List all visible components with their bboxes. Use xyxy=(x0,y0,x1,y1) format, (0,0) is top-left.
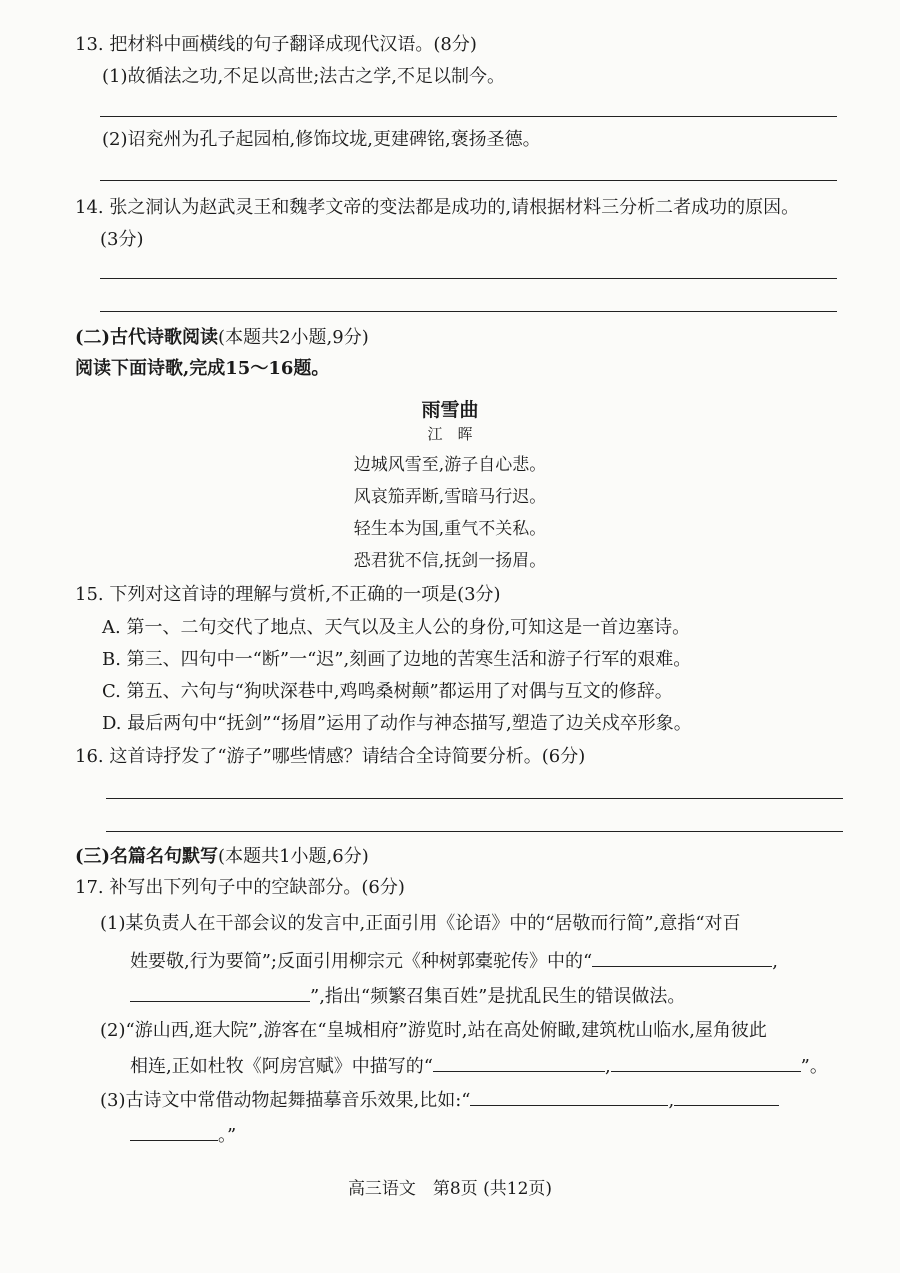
closing-quote: 。” xyxy=(218,1125,237,1146)
q17-part3-line2 xyxy=(130,1124,236,1147)
section3-note: (本题共1小题,6分) xyxy=(218,846,369,867)
answer-line[interactable] xyxy=(106,831,843,832)
poem-line: 风哀笳弄断,雪暗马行迟。 xyxy=(353,487,547,507)
fill-blank[interactable] xyxy=(130,985,310,1002)
q13-sentence-1: (1)故循法之功,不足以高世;法古之学,不足以制今。 xyxy=(102,66,506,87)
comma: , xyxy=(604,1056,611,1077)
section3-heading xyxy=(75,846,369,868)
fill-blank[interactable] xyxy=(470,1089,668,1106)
section3-title: (三)名篇名句默写 xyxy=(75,846,219,867)
poem-title: 雨雪曲 xyxy=(421,399,479,421)
comma: , xyxy=(772,951,778,972)
q15-option-c[interactable]: C. 第五、六句与“狗吠深巷中,鸡鸣桑树颠”都运用了对偶与互文的修辞。 xyxy=(102,681,673,702)
fill-blank[interactable] xyxy=(130,1124,218,1141)
fill-blank[interactable] xyxy=(611,1055,801,1072)
poem-line: 轻生本为国,重气不关私。 xyxy=(353,519,547,539)
q16-stem: 16. 这首诗抒发了“游子”哪些情感？请结合全诗简要分析。(6分) xyxy=(75,746,586,767)
q17-part2-text: 相连,正如杜牧《阿房宫赋》中描写的“ xyxy=(130,1056,433,1077)
q17-part1-line2 xyxy=(130,950,778,973)
q15-option-b[interactable]: B. 第三、四句中一“断”一“迟”,刻画了边地的苦寒生活和游子行军的艰难。 xyxy=(102,649,692,670)
answer-line[interactable] xyxy=(100,311,837,312)
closing-quote: ”。 xyxy=(800,1056,828,1077)
page-footer: 高三语文 第8页 (共12页) xyxy=(347,1179,553,1199)
section2-heading xyxy=(75,327,369,349)
answer-line[interactable] xyxy=(100,116,837,117)
q17-part3-line1 xyxy=(100,1089,779,1112)
q17-part1-text: ”,指出“频繁召集百姓”是扰乱民生的错误做法。 xyxy=(310,986,686,1007)
q17-part2-line2 xyxy=(130,1055,828,1078)
q15-option-a[interactable]: A. 第一、二句交代了地点、天气以及主人公的身份,可知这是一首边塞诗。 xyxy=(102,617,691,638)
q17-part1-line1: (1)某负责人在干部会议的发言中,正面引用《论语》中的“居敬而行简”,意指“对百 xyxy=(100,913,741,934)
section2-note: (本题共2小题,9分) xyxy=(218,327,369,348)
q17-part1-text: 姓要敬,行为要简”;反面引用柳宗元《种树郭橐驼传》中的“ xyxy=(130,951,593,972)
q14-stem: 14. 张之洞认为赵武灵王和魏孝文帝的变法都是成功的,请根据材料三分析二者成功的原因。 xyxy=(75,197,800,218)
q17-part3-text: (3)古诗文中常借动物起舞描摹音乐效果,比如:“ xyxy=(100,1090,471,1111)
q13-sentence-2: (2)诏兖州为孔子起园柏,修饰坟垅,更建碑铭,褒扬圣德。 xyxy=(102,129,541,150)
poem-author: 江 晖 xyxy=(427,425,473,443)
q17-part1-line3 xyxy=(130,985,685,1008)
answer-line[interactable] xyxy=(100,180,837,181)
comma: , xyxy=(668,1090,675,1111)
q17-stem: 17. 补写出下列句子中的空缺部分。(6分) xyxy=(75,877,405,898)
fill-blank[interactable] xyxy=(592,950,772,967)
section2-instruction: 阅读下面诗歌,完成15～16题。 xyxy=(75,358,330,379)
q15-stem: 15. 下列对这首诗的理解与赏析,不正确的一项是(3分) xyxy=(75,584,501,605)
fill-blank[interactable] xyxy=(433,1055,605,1072)
q14-score: (3分) xyxy=(100,229,144,250)
answer-line[interactable] xyxy=(106,798,843,799)
poem-line: 恐君犹不信,抚剑一扬眉。 xyxy=(353,551,547,571)
q13-stem: 13. 把材料中画横线的句子翻译成现代汉语。(8分) xyxy=(75,34,477,55)
poem-line: 边城风雪至,游子自心悲。 xyxy=(353,455,547,475)
q17-part2-line1: (2)“游山西,逛大院”,游客在“皇城相府”游览时,站在高处俯瞰,建筑枕山临水,屋角彼此 xyxy=(100,1020,767,1041)
q15-option-d[interactable]: D. 最后两句中“抚剑”“扬眉”运用了动作与神态描写,塑造了边关戍卒形象。 xyxy=(102,713,692,734)
section2-title: (二)古代诗歌阅读 xyxy=(75,327,219,348)
fill-blank[interactable] xyxy=(674,1089,779,1106)
answer-line[interactable] xyxy=(100,278,837,279)
